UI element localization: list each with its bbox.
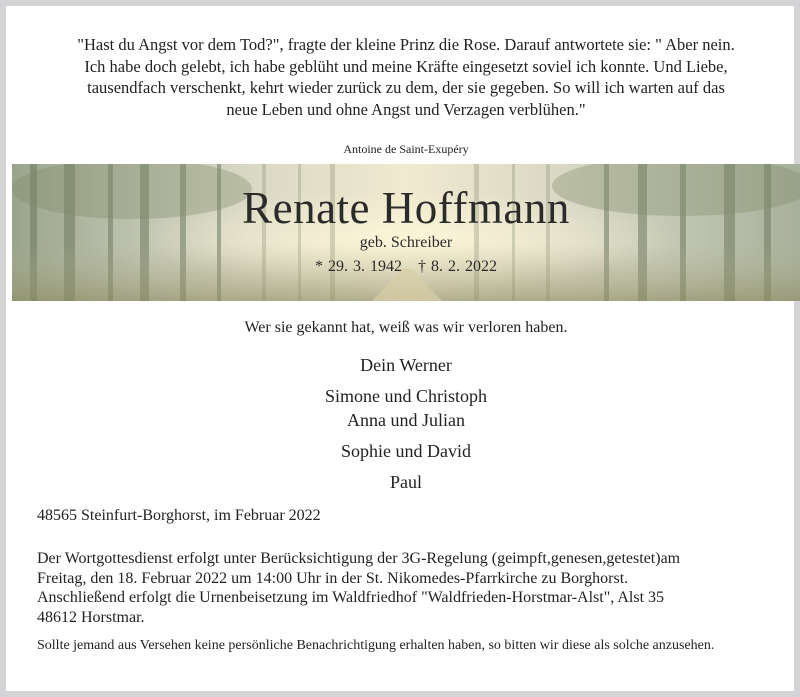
quote-line: tausendfach verschenkt, kehrt wieder zurück zu dem, der sie gegeben. So will ich warten auf das [87,78,725,97]
family-grandchild: Paul [389,472,422,492]
service-line: 48612 Horstmar. [37,608,145,626]
service-line: Anschließend erfolgt die Urnenbeisetzung im Waldfriedhof "Waldfrieden-Horstmar-Alst", Alst 35 [37,589,665,606]
deceased-name: Renate Hoffmann [242,183,570,233]
memorial-subtitle: Wer sie gekannt hat, weiß was wir verloren haben. [244,319,568,336]
death-date: † 8. 2. 2022 [418,258,497,275]
quote-author: Antoine de Saint-Exupéry [343,142,469,156]
quote-line: neue Leben und ohne Angst und Verzagen verblühen." [226,99,586,119]
service-info [37,549,787,627]
family-child: Anna und Julian [347,410,465,430]
place-date: 48565 Steinfurt-Borghorst, im Februar 2022 [37,507,321,524]
family-child: Simone und Christoph [324,386,487,406]
quote-line: Ich habe doch gelebt, ich habe geblüht und meine Kräfte eingesetzt soviel ich konnte. Und Liebe, [84,56,728,76]
forest-banner [12,164,800,301]
notification-note: Sollte jemand aus Versehen keine persönliche Benachrichtigung erhalten haben, so bitten wir diese als solche anzusehen. [37,638,715,653]
service-line: Freitag, den 18. Februar 2022 um 14:00 Uhr in der St. Nikomedes-Pfarrkirche zu Borghorst. [37,569,629,587]
life-dates [12,258,800,276]
quote-line: "Hast du Angst vor dem Tod?", fragte der kleine Prinz die Rose. Darauf antwortete sie: " Aber nein. [77,35,735,54]
family-spouse: Dein Werner [360,355,452,375]
quote-block [26,34,786,120]
born-name: geb. Schreiber [359,234,453,251]
birth-date: * 29. 3. 1942 [315,258,402,275]
service-line: Der Wortgottesdienst erfolgt unter Berücksichtigung der 3G-Regelung (geimpft,genesen,getestet)am [37,550,681,567]
family-list [6,353,800,494]
family-child: Sophie und David [341,441,471,461]
